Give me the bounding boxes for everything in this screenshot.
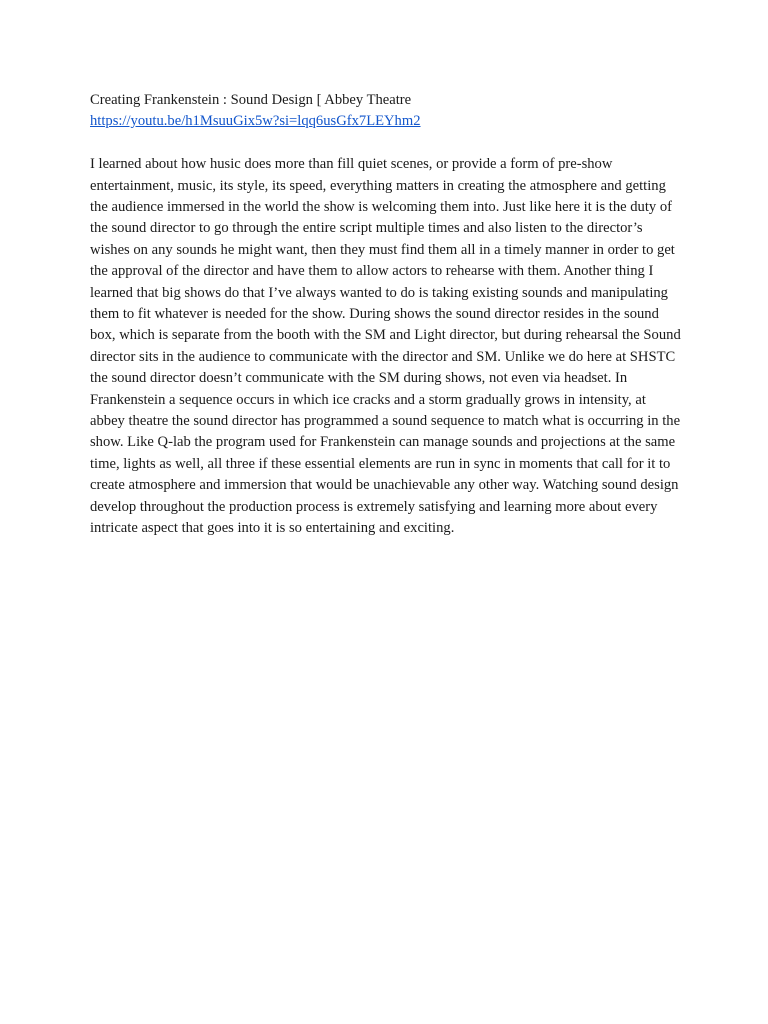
document-content (90, 90, 684, 540)
video-link[interactable]: https://youtu.be/h1MsuuGix5w?si=lqq6usGfx7LEYhm2 (90, 113, 421, 130)
document-title: Creating Frankenstein : Sound Design [ Abbey Theatre (90, 92, 412, 108)
body-paragraph: I learned about how husic does more than fill quiet scenes, or provide a form of pre-show entertainment, music, its style, its speed, everything matters in creating the atmosphere and getting the audience immersed in the world the show is welcoming them into. Just like here it is the duty of the sound director to go through the entire script multiple times and also listen to the director’s wishes on any sounds he might want, then they must find them all in a timely manner in order to get the approval of the director and have them to allow actors to rehearse with them. Another thing I learned that big shows do that I’ve always wanted to do is taking existing sounds and manipulating them to fit whatever is needed for the show. During shows the sound director resides in the sound box, which is separate from the booth with the SM and Light director, but during rehearsal the Sound director sits in the audience to communicate with the director and SM. Unlike we do here at SHSTC the sound director doesn’t communicate with the SM during shows, not even via headset. In Frankenstein a sequence occurs in which ice cracks and a storm gradually grows in intensity, at abbey theatre the sound director has programmed a sound sequence to match what is occurring in the show. Like Q-lab the program used for Frankenstein can manage sounds and projections at the same time, lights as well, all three if these essential elements are run in sync in moments that call for it to create atmosphere and immersion that would be unachievable any other way. Watching sound design develop throughout the production process is extremely satisfying and learning more about every intricate aspect that goes into it is so entertaining and exciting. (90, 156, 681, 537)
